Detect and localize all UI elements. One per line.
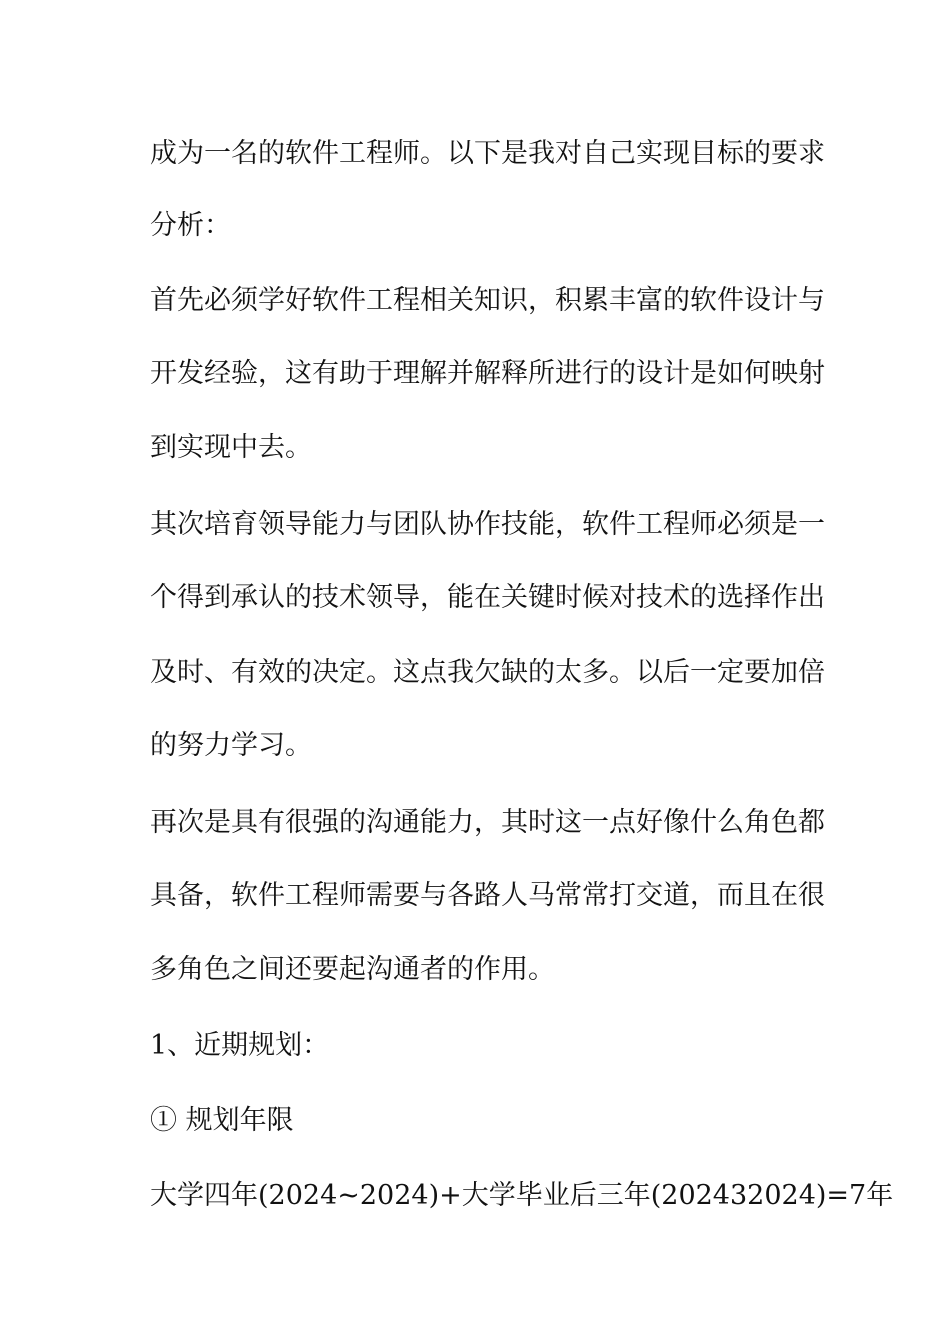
text-line-3: 首先必须学好软件工程相关知识，积累丰富的软件设计与 xyxy=(150,285,825,316)
text-line-4: 开发经验，这有助于理解并解释所进行的设计是如何映射 xyxy=(150,358,825,389)
text-line-5: 到实现中去。 xyxy=(150,432,312,463)
text-line-7: 个得到承认的技术领导，能在关键时候对技术的选择作出 xyxy=(150,582,825,613)
text-line-6: 其次培育领导能力与团队协作技能，软件工程师必须是一 xyxy=(150,509,825,540)
text-line-14: ① 规划年限 xyxy=(150,1105,294,1136)
text-line-13: 1、近期规划： xyxy=(150,1030,330,1061)
text-line-8: 及时、有效的决定。这点我欠缺的太多。以后一定要加倍 xyxy=(150,657,825,688)
text-line-12: 多角色之间还要起沟通者的作用。 xyxy=(150,954,555,985)
text-line-15: 大学四年(2024~2024)+大学毕业后三年(202432024)=7年 xyxy=(150,1180,894,1211)
text-line-1: 成为一名的软件工程师。以下是我对自己实现目标的要求 xyxy=(150,138,825,169)
text-line-10: 再次是具有很强的沟通能力，其时这一点好像什么角色都 xyxy=(150,807,825,838)
text-line-2: 分析： xyxy=(150,210,231,241)
text-line-9: 的努力学习。 xyxy=(150,730,312,761)
text-line-11: 具备，软件工程师需要与各路人马常常打交道，而且在很 xyxy=(150,880,825,911)
